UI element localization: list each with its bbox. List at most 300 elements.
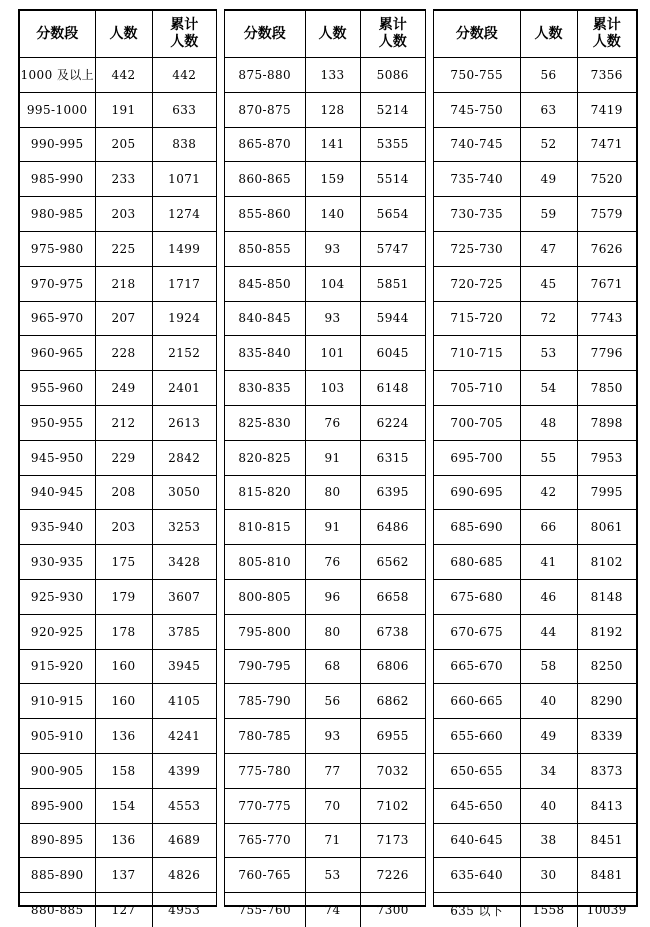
table-row (20, 58, 216, 93)
count-cell: 442 (95, 58, 152, 93)
cumulative-count-cell: 5355 (360, 127, 425, 162)
count-cell: 178 (95, 614, 152, 649)
table-row (20, 266, 216, 301)
cumulative-count-cell: 7356 (577, 58, 636, 93)
table-row (20, 336, 216, 371)
count-cell: 159 (305, 162, 360, 197)
count-cell: 54 (520, 371, 577, 406)
score-table (20, 11, 216, 927)
score-range-cell: 755-760 (225, 893, 305, 927)
table-row (225, 371, 425, 406)
table-row (225, 127, 425, 162)
count-cell: 229 (95, 440, 152, 475)
score-range-cell: 680-685 (434, 545, 520, 580)
score-range-cell: 795-800 (225, 614, 305, 649)
table-row (434, 231, 636, 266)
count-cell: 56 (305, 684, 360, 719)
score-range-cell: 635-640 (434, 858, 520, 893)
cumulative-count-cell: 5514 (360, 162, 425, 197)
cumulative-count-cell: 6955 (360, 719, 425, 754)
count-cell: 34 (520, 753, 577, 788)
cumulative-count-cell: 8102 (577, 545, 636, 580)
cumulative-count-cell: 8192 (577, 614, 636, 649)
table-row (434, 579, 636, 614)
cumulative-count-cell: 5654 (360, 197, 425, 232)
cumulative-count-cell: 6148 (360, 371, 425, 406)
count-cell: 175 (95, 545, 152, 580)
table-row (20, 440, 216, 475)
count-cell: 41 (520, 545, 577, 580)
count-cell: 71 (305, 823, 360, 858)
count-cell: 58 (520, 649, 577, 684)
cumulative-count-cell: 6045 (360, 336, 425, 371)
table-row (434, 719, 636, 754)
score-range-cell: 825-830 (225, 405, 305, 440)
score-range-cell: 910-915 (20, 684, 95, 719)
cumulative-count-cell: 7743 (577, 301, 636, 336)
cumulative-count-cell: 3607 (152, 579, 216, 614)
count-cell: 1558 (520, 893, 577, 927)
cumulative-count-cell: 5214 (360, 92, 425, 127)
table-row (225, 545, 425, 580)
count-cell: 160 (95, 649, 152, 684)
cumulative-count-cell: 1924 (152, 301, 216, 336)
table-row (225, 162, 425, 197)
table-row (225, 649, 425, 684)
count-cell: 225 (95, 231, 152, 266)
score-range-cell: 725-730 (434, 231, 520, 266)
table-row (20, 579, 216, 614)
cumulative-count-cell: 2613 (152, 405, 216, 440)
count-cell: 40 (520, 684, 577, 719)
cumulative-count-cell: 8413 (577, 788, 636, 823)
score-range-cell: 835-840 (225, 336, 305, 371)
score-range-cell: 775-780 (225, 753, 305, 788)
score-range-cell: 730-735 (434, 197, 520, 232)
cumulative-count-cell: 2842 (152, 440, 216, 475)
table-row (20, 614, 216, 649)
table-row (434, 823, 636, 858)
count-cell: 93 (305, 231, 360, 266)
score-range-cell: 720-725 (434, 266, 520, 301)
score-range-cell: 860-865 (225, 162, 305, 197)
table-row (20, 510, 216, 545)
header-row (20, 11, 216, 58)
cumulative-count-cell: 8148 (577, 579, 636, 614)
score-range-cell: 850-855 (225, 231, 305, 266)
cumulative-count-cell: 2152 (152, 336, 216, 371)
header-cumulative (152, 11, 216, 58)
score-range-cell: 1000 及以上 (20, 58, 95, 93)
count-cell: 228 (95, 336, 152, 371)
header-row (434, 11, 636, 58)
count-cell: 70 (305, 788, 360, 823)
score-range-cell: 735-740 (434, 162, 520, 197)
cumulative-count-cell: 7626 (577, 231, 636, 266)
table-row (20, 753, 216, 788)
cumulative-count-cell: 3785 (152, 614, 216, 649)
cumulative-count-cell: 1499 (152, 231, 216, 266)
table-row (20, 371, 216, 406)
score-range-cell: 845-850 (225, 266, 305, 301)
score-range-cell: 830-835 (225, 371, 305, 406)
table-row (225, 858, 425, 893)
score-range-cell: 705-710 (434, 371, 520, 406)
score-range-cell: 715-720 (434, 301, 520, 336)
table-row (225, 823, 425, 858)
table-block-2 (224, 9, 426, 918)
header-count: 人数 (520, 11, 577, 58)
cumulative-count-cell: 6395 (360, 475, 425, 510)
count-cell: 218 (95, 266, 152, 301)
table-row (225, 92, 425, 127)
cumulative-count-cell: 7032 (360, 753, 425, 788)
count-cell: 207 (95, 301, 152, 336)
count-cell: 203 (95, 197, 152, 232)
score-distribution-sheet (18, 9, 638, 918)
table-row (20, 231, 216, 266)
table-row (434, 788, 636, 823)
table-row (434, 127, 636, 162)
table-row (434, 893, 636, 927)
table-row (20, 684, 216, 719)
score-range-cell: 900-905 (20, 753, 95, 788)
count-cell: 74 (305, 893, 360, 927)
score-range-cell: 915-920 (20, 649, 95, 684)
score-range-cell: 885-890 (20, 858, 95, 893)
count-cell: 93 (305, 719, 360, 754)
score-range-cell: 805-810 (225, 545, 305, 580)
score-range-cell: 875-880 (225, 58, 305, 93)
cumulative-count-cell: 1717 (152, 266, 216, 301)
count-cell: 53 (520, 336, 577, 371)
count-cell: 233 (95, 162, 152, 197)
cumulative-count-cell: 3050 (152, 475, 216, 510)
cumulative-count-cell: 7850 (577, 371, 636, 406)
cumulative-count-cell: 2401 (152, 371, 216, 406)
table-row (434, 475, 636, 510)
cumulative-count-cell: 3428 (152, 545, 216, 580)
score-range-cell: 675-680 (434, 579, 520, 614)
cumulative-count-cell: 5944 (360, 301, 425, 336)
cumulative-count-cell: 4689 (152, 823, 216, 858)
cumulative-count-cell: 6738 (360, 614, 425, 649)
score-range-cell: 790-795 (225, 649, 305, 684)
table-row (434, 440, 636, 475)
cumulative-count-cell: 6486 (360, 510, 425, 545)
header-cumulative (577, 11, 636, 58)
score-range-cell: 940-945 (20, 475, 95, 510)
score-range-cell: 635 以下 (434, 893, 520, 927)
table-row (225, 440, 425, 475)
count-cell: 101 (305, 336, 360, 371)
table-row (225, 58, 425, 93)
score-range-cell: 655-660 (434, 719, 520, 754)
score-range-cell: 955-960 (20, 371, 95, 406)
table-row (434, 858, 636, 893)
score-range-cell: 700-705 (434, 405, 520, 440)
table-row (434, 336, 636, 371)
table-row (225, 510, 425, 545)
count-cell: 140 (305, 197, 360, 232)
score-range-cell: 990-995 (20, 127, 95, 162)
header-cumulative-line1: 累计 (378, 17, 407, 33)
table-row (225, 684, 425, 719)
score-range-cell: 935-940 (20, 510, 95, 545)
cumulative-count-cell: 442 (152, 58, 216, 93)
table-row (225, 475, 425, 510)
cumulative-count-cell: 4953 (152, 893, 216, 927)
count-cell: 55 (520, 440, 577, 475)
count-cell: 53 (305, 858, 360, 893)
table-row (20, 858, 216, 893)
count-cell: 77 (305, 753, 360, 788)
count-cell: 56 (520, 58, 577, 93)
count-cell: 128 (305, 92, 360, 127)
cumulative-count-cell: 8373 (577, 753, 636, 788)
table-row (225, 266, 425, 301)
score-range-cell: 855-860 (225, 197, 305, 232)
table-row (434, 58, 636, 93)
score-range-cell: 660-665 (434, 684, 520, 719)
count-cell: 179 (95, 579, 152, 614)
count-cell: 44 (520, 614, 577, 649)
table-row (434, 301, 636, 336)
cumulative-count-cell: 6862 (360, 684, 425, 719)
cumulative-count-cell: 4241 (152, 719, 216, 754)
score-range-cell: 905-910 (20, 719, 95, 754)
count-cell: 137 (95, 858, 152, 893)
count-cell: 40 (520, 788, 577, 823)
cumulative-count-cell: 7898 (577, 405, 636, 440)
table-row (225, 614, 425, 649)
count-cell: 205 (95, 127, 152, 162)
cumulative-count-cell: 7226 (360, 858, 425, 893)
table-row (434, 197, 636, 232)
table-row (434, 614, 636, 649)
count-cell: 45 (520, 266, 577, 301)
header-cumulative-line1: 累计 (592, 17, 621, 33)
header-cumulative-line2: 人数 (378, 34, 407, 50)
count-cell: 80 (305, 475, 360, 510)
count-cell: 63 (520, 92, 577, 127)
cumulative-count-cell: 6224 (360, 405, 425, 440)
table-row (20, 649, 216, 684)
cumulative-count-cell: 8481 (577, 858, 636, 893)
header-count: 人数 (95, 11, 152, 58)
cumulative-count-cell: 7953 (577, 440, 636, 475)
score-range-cell: 695-700 (434, 440, 520, 475)
score-range-cell: 975-980 (20, 231, 95, 266)
count-cell: 136 (95, 823, 152, 858)
count-cell: 160 (95, 684, 152, 719)
cumulative-count-cell: 7173 (360, 823, 425, 858)
score-range-cell: 670-675 (434, 614, 520, 649)
table-row (20, 405, 216, 440)
score-range-cell: 650-655 (434, 753, 520, 788)
cumulative-count-cell: 4105 (152, 684, 216, 719)
table-row (20, 162, 216, 197)
count-cell: 191 (95, 92, 152, 127)
table-row (20, 127, 216, 162)
count-cell: 96 (305, 579, 360, 614)
table-row (20, 475, 216, 510)
cumulative-count-cell: 7300 (360, 893, 425, 927)
count-cell: 203 (95, 510, 152, 545)
count-cell: 49 (520, 162, 577, 197)
score-range-cell: 770-775 (225, 788, 305, 823)
table-block-3 (433, 9, 638, 918)
cumulative-count-cell: 7471 (577, 127, 636, 162)
count-cell: 48 (520, 405, 577, 440)
table-row (434, 371, 636, 406)
cumulative-count-cell: 4826 (152, 858, 216, 893)
cumulative-count-cell: 7102 (360, 788, 425, 823)
score-range-cell: 740-745 (434, 127, 520, 162)
header-range: 分数段 (225, 11, 305, 58)
score-range-cell: 810-815 (225, 510, 305, 545)
table-row (20, 92, 216, 127)
score-range-cell: 645-650 (434, 788, 520, 823)
table-row (20, 788, 216, 823)
count-cell: 59 (520, 197, 577, 232)
cumulative-count-cell: 6562 (360, 545, 425, 580)
cumulative-count-cell: 5747 (360, 231, 425, 266)
count-cell: 80 (305, 614, 360, 649)
count-cell: 46 (520, 579, 577, 614)
score-range-cell: 980-985 (20, 197, 95, 232)
count-cell: 154 (95, 788, 152, 823)
header-count: 人数 (305, 11, 360, 58)
score-range-cell: 995-1000 (20, 92, 95, 127)
score-table (225, 11, 425, 927)
score-range-cell: 750-755 (434, 58, 520, 93)
cumulative-count-cell: 3253 (152, 510, 216, 545)
table-row (225, 197, 425, 232)
count-cell: 91 (305, 510, 360, 545)
score-range-cell: 865-870 (225, 127, 305, 162)
count-cell: 66 (520, 510, 577, 545)
table-row (434, 510, 636, 545)
score-range-cell: 800-805 (225, 579, 305, 614)
cumulative-count-cell: 7796 (577, 336, 636, 371)
table-row (434, 92, 636, 127)
score-range-cell: 690-695 (434, 475, 520, 510)
score-range-cell: 665-670 (434, 649, 520, 684)
table-row (225, 753, 425, 788)
table-row (225, 893, 425, 927)
score-table (434, 11, 636, 927)
header-range: 分数段 (20, 11, 95, 58)
count-cell: 93 (305, 301, 360, 336)
table-row (434, 405, 636, 440)
cumulative-count-cell: 7579 (577, 197, 636, 232)
count-cell: 42 (520, 475, 577, 510)
table-row (20, 893, 216, 927)
header-cumulative-line1: 累计 (170, 17, 199, 33)
header-cumulative-line2: 人数 (592, 34, 621, 50)
header-row (225, 11, 425, 58)
table-row (225, 719, 425, 754)
score-range-cell: 950-955 (20, 405, 95, 440)
score-range-cell: 780-785 (225, 719, 305, 754)
score-range-cell: 965-970 (20, 301, 95, 336)
count-cell: 141 (305, 127, 360, 162)
score-range-cell: 945-950 (20, 440, 95, 475)
table-row (225, 405, 425, 440)
table-row (225, 231, 425, 266)
cumulative-count-cell: 838 (152, 127, 216, 162)
count-cell: 76 (305, 405, 360, 440)
score-range-cell: 785-790 (225, 684, 305, 719)
score-range-cell: 760-765 (225, 858, 305, 893)
table-row (225, 579, 425, 614)
cumulative-count-cell: 10039 (577, 893, 636, 927)
cumulative-count-cell: 7520 (577, 162, 636, 197)
header-cumulative-line2: 人数 (170, 34, 199, 50)
score-range-cell: 985-990 (20, 162, 95, 197)
table-row (20, 823, 216, 858)
count-cell: 72 (520, 301, 577, 336)
table-row (434, 684, 636, 719)
count-cell: 212 (95, 405, 152, 440)
score-range-cell: 815-820 (225, 475, 305, 510)
cumulative-count-cell: 4399 (152, 753, 216, 788)
score-range-cell: 880-885 (20, 893, 95, 927)
table-row (434, 545, 636, 580)
cumulative-count-cell: 6806 (360, 649, 425, 684)
cumulative-count-cell: 8451 (577, 823, 636, 858)
count-cell: 104 (305, 266, 360, 301)
score-range-cell: 930-935 (20, 545, 95, 580)
table-row (20, 301, 216, 336)
table-row (434, 162, 636, 197)
count-cell: 103 (305, 371, 360, 406)
count-cell: 127 (95, 893, 152, 927)
table-row (20, 719, 216, 754)
count-cell: 136 (95, 719, 152, 754)
count-cell: 52 (520, 127, 577, 162)
table-block-1 (18, 9, 217, 918)
count-cell: 47 (520, 231, 577, 266)
score-range-cell: 745-750 (434, 92, 520, 127)
cumulative-count-cell: 1071 (152, 162, 216, 197)
score-range-cell: 685-690 (434, 510, 520, 545)
count-cell: 91 (305, 440, 360, 475)
score-range-cell: 710-715 (434, 336, 520, 371)
count-cell: 158 (95, 753, 152, 788)
score-range-cell: 960-965 (20, 336, 95, 371)
score-range-cell: 970-975 (20, 266, 95, 301)
count-cell: 68 (305, 649, 360, 684)
cumulative-count-cell: 8250 (577, 649, 636, 684)
table-row (434, 753, 636, 788)
score-range-cell: 890-895 (20, 823, 95, 858)
table-row (225, 788, 425, 823)
cumulative-count-cell: 8061 (577, 510, 636, 545)
score-range-cell: 920-925 (20, 614, 95, 649)
cumulative-count-cell: 4553 (152, 788, 216, 823)
table-row (225, 336, 425, 371)
table-row (434, 649, 636, 684)
header-cumulative (360, 11, 425, 58)
cumulative-count-cell: 6658 (360, 579, 425, 614)
cumulative-count-cell: 7419 (577, 92, 636, 127)
count-cell: 30 (520, 858, 577, 893)
table-row (20, 197, 216, 232)
count-cell: 49 (520, 719, 577, 754)
count-cell: 38 (520, 823, 577, 858)
